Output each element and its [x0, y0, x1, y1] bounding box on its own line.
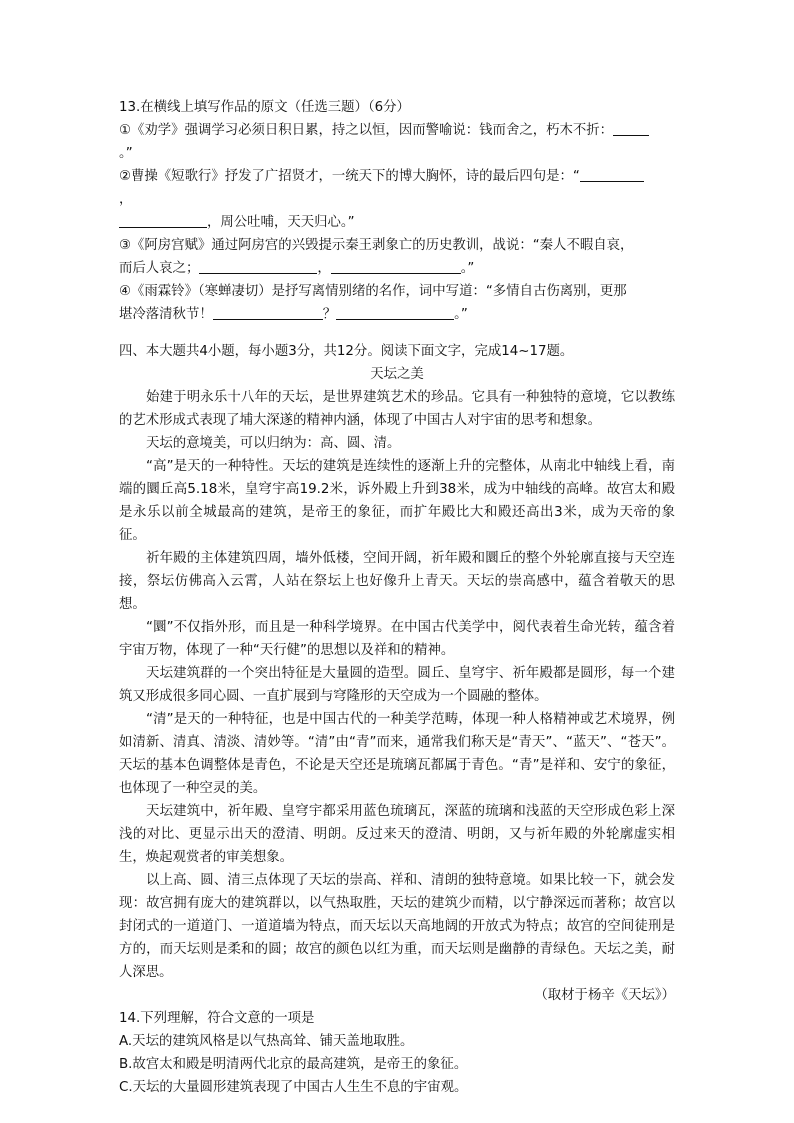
q13-item-3-end: 。”: [460, 261, 475, 276]
article-paragraph-1: 始建于明永乐十八年的天坛，是世界建筑艺术的珍品。它具有一种独特的意境，它以教练的艺术形成式表现了埔大深遂的精神内涵，体现了中国古人对宇宙的思考和想象。: [119, 390, 675, 428]
q14-option-c[interactable]: C.天坛的大量圆形建筑表现了中国古人生生不息的宇宙观。: [119, 1080, 468, 1095]
q13-item-4-head: 堪冷落清秋节！: [119, 307, 213, 322]
q13-item-4-end: 。”: [454, 307, 468, 322]
q13-item-1-text: ①《劝学》强调学习必须日积日累，持之以恒，因而警喻说：钱而舍之，朽木不折：: [119, 123, 614, 138]
article-paragraph-2: 天坛的意境美，可以归纳为：高、圆、清。: [146, 436, 401, 451]
q13-item-1: [119, 119, 675, 142]
answer-blank[interactable]: [331, 258, 461, 274]
q13-item-1-end: 。”: [119, 146, 133, 161]
article-paragraph-4: 祈年殿的主体建筑四周，墙外低楼，空间开阔，祈年殿和圜丘的整个外轮廓直接与天空连接，祭坛仿佛高入云霄，人站在祭坛上也好像升上青天。天坛的崇高感中，蕴含着敬天的思想。: [119, 551, 675, 612]
article-paragraph-3: “高”是天的一种特性。天坛的建筑是连续性的逐渐上升的完整体，从南北中轴线上看，南端的圜丘高5.18米，皇穹宇高19.2米，诉外殿上升到38米，成为中轴线的高峰。故宫太和殿是永乐以前全城最高的建筑，是帝王的象征，而扩年殿比大和殿还高出3米，成为天帝的象征。: [119, 459, 675, 543]
answer-blank[interactable]: [613, 120, 649, 136]
article-paragraph-9: 以上高、圆、清三点体现了天坛的崇高、祥和、清朗的独特意境。如果比较一下，就会发现：故宫拥有庞大的建筑群以，以气热取胜，天坛的建筑少而精，以宁静深远而著称；故宫以封闭式的一道道门、一道道墙为特点，而天坛以天高地阔的开放式为特点；故宫的空间徒刑是方的，而天坛则是柔和的圆；故宫的颜色以红为重，而天坛则是幽静的青绿色。天坛之美，耐人深思。: [119, 873, 675, 980]
q14-question: 14.下列理解，符合文意的一项是: [119, 1011, 315, 1026]
q13-item-3: ③《阿房宫赋》通过阿房宫的兴毁提示秦王剥象亡的历史教训，战说：“秦人不暇自哀，: [119, 238, 634, 253]
q13-item-2-cont: [119, 211, 675, 234]
q13-item-3-cont: [119, 257, 675, 280]
article-paragraph-8: 天坛建筑中，祈年殿、皇穹宇都采用蓝色琉璃瓦，深蓝的琉璃和浅蓝的天空形成色彩上深浅的对比、更显示出天的澄清、明朗。反过来天的澄清、明朗，又与祈年殿的外轮廓虚实相生，焕起观赏者的审美想象。: [119, 804, 675, 865]
answer-blank[interactable]: [580, 166, 644, 182]
q13-item-2-text: ②曹操《短歌行》抒发了广招贤才，一统天下的博大胸怀，诗的最后四句是：“: [119, 169, 580, 184]
q13-item-4-sep: ？: [322, 307, 337, 322]
article-title: 天坛之美: [370, 367, 424, 382]
q13-title: 13.在横线上填写作品的原文（任选三题）（6分）: [119, 100, 410, 115]
q14-option-a[interactable]: A.天坛的建筑风格是以气热高耸、铺天盖地取胜。: [119, 1034, 414, 1049]
q13-item-4-cont: [119, 303, 675, 326]
q13-item-2: [119, 165, 675, 188]
article-source: （取材于杨辛《天坛》）: [534, 988, 675, 1003]
answer-blank[interactable]: [119, 212, 207, 228]
section-4-heading: 四、本大题共4小题，每小题3分，共12分。阅读下面文字，完成14~17题。: [119, 344, 574, 359]
q13-item-4: ④《雨霖铃》（寒蝉凄切）是抒写离情别绪的名作，词中写道：“多情自古伤离别，更那: [119, 284, 627, 299]
q13-item-3-head: 而后人哀之；: [119, 261, 200, 276]
article-paragraph-6: 天坛建筑群的一个突出特征是大量圆的造型。圆丘、皇穹宇、祈年殿都是圆形，每一个建筑又形成很多同心圆、一直扩展到与穹隆形的天空成为一个圆融的整体。: [119, 666, 675, 704]
exam-page: [119, 96, 675, 1099]
q13-item-3-sep: ，: [317, 261, 331, 276]
article-paragraph-7: “清”是天的一种特征，也是中国古代的一种美学范畴，体现一种人格精神或艺术境界，例如清新、清真、清淡、清妙等。“清”由“青”而来，通常我们称天是“青天”、“蓝天”、“苍天”。天坛的基本色调整体是青色，不论是天空还是琉璃瓦都属于青色。“青”是祥和、安宁的象征，也体现了一种空灵的美。: [119, 712, 675, 796]
q13-item-2-comma: ，: [119, 192, 133, 207]
answer-blank[interactable]: [199, 258, 317, 274]
q14-option-b[interactable]: B.故宫太和殿是明清两代北京的最高建筑，是帝王的象征。: [119, 1057, 468, 1072]
q13-item-2-tail: ，周公吐哺，天天归心。”: [207, 215, 355, 230]
article-paragraph-5: “圜”不仅指外形，而且是一种科学境界。在中国古代美学中，阅代表着生命光转，蕴含着宇宙万物，体现了一种“天行健”的思想以及祥和的精神。: [119, 620, 675, 658]
answer-blank[interactable]: [336, 304, 454, 320]
answer-blank[interactable]: [213, 304, 323, 320]
